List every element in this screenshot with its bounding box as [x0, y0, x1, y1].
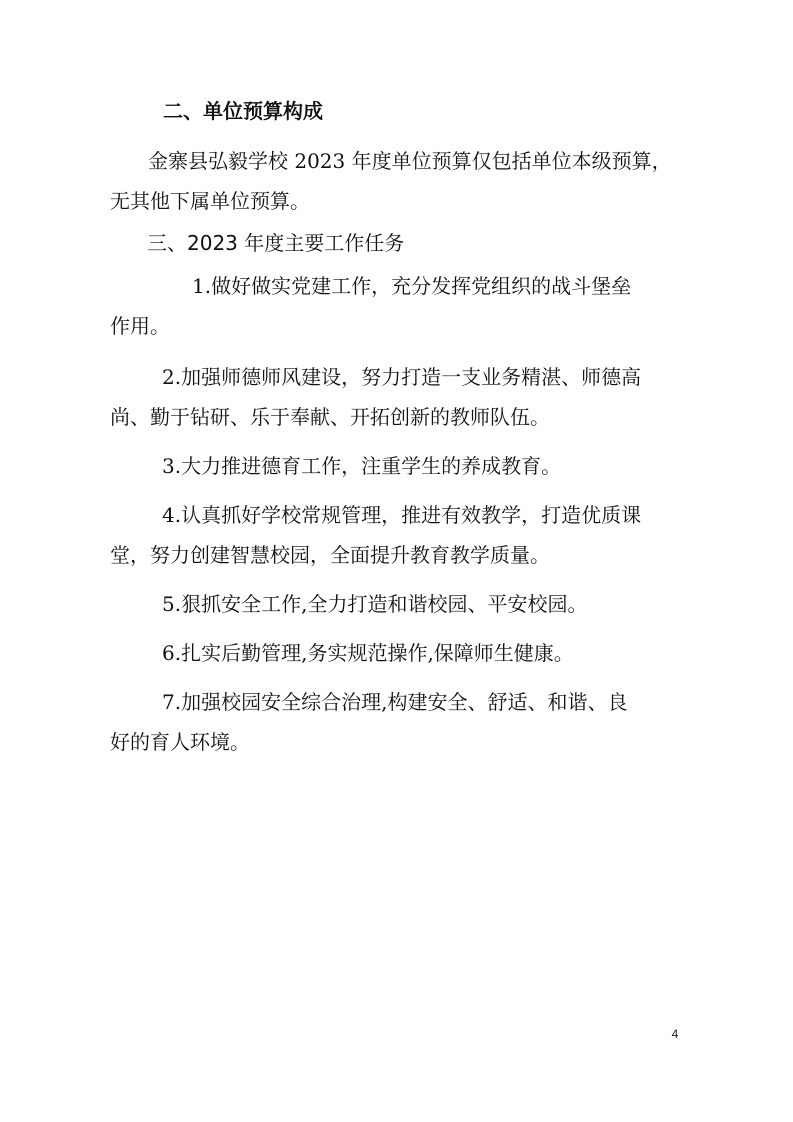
task-line: 好的育人环境。 [110, 730, 250, 754]
task-line: 7.加强校园安全综合治理,构建安全、舒适、和谐、良 [162, 690, 628, 714]
task-line: 1.做好做实党建工作，充分发挥党组织的战斗堡垒 [192, 274, 632, 298]
task-line: 3.大力推进德育工作，注重学生的养成教育。 [162, 454, 562, 478]
task-line: 作用。 [110, 314, 170, 338]
task-line: 5.狠抓安全工作,全力打造和谐校园、平安校园。 [162, 592, 588, 616]
task-line: 6.扎实后勤管理,务实规范操作,保障师生健康。 [162, 641, 574, 665]
task-item-4 [110, 505, 685, 565]
section-heading-budget-structure [110, 101, 685, 121]
task-line: 堂，努力创建智慧校园，全面提升教育教学质量。 [110, 543, 550, 567]
task-item-1 [110, 276, 685, 336]
heading-text: 三、2023 年度主要工作任务 [147, 231, 405, 255]
page-number: 4 [671, 1027, 679, 1041]
budget-structure-paragraph [110, 151, 685, 211]
section-heading-main-tasks [110, 233, 685, 253]
task-item-2 [110, 367, 685, 427]
task-item-3 [110, 456, 685, 476]
paragraph-line: 无其他下属单位预算。 [110, 189, 310, 213]
task-item-5 [110, 594, 685, 614]
heading-text: 二、单位预算构成 [163, 99, 323, 123]
task-line: 尚、勤于钻研、乐于奉献、开拓创新的教师队伍。 [110, 405, 550, 429]
task-line: 2.加强师德师风建设，努力打造一支业务精湛、师德高 [162, 365, 642, 389]
task-item-7 [110, 692, 685, 752]
task-item-6 [110, 643, 685, 663]
task-line: 4.认真抓好学校常规管理，推进有效教学，打造优质课 [162, 503, 642, 527]
paragraph-line: 金寨县弘毅学校 2023 年度单位预算仅包括单位本级预算， [148, 149, 672, 173]
